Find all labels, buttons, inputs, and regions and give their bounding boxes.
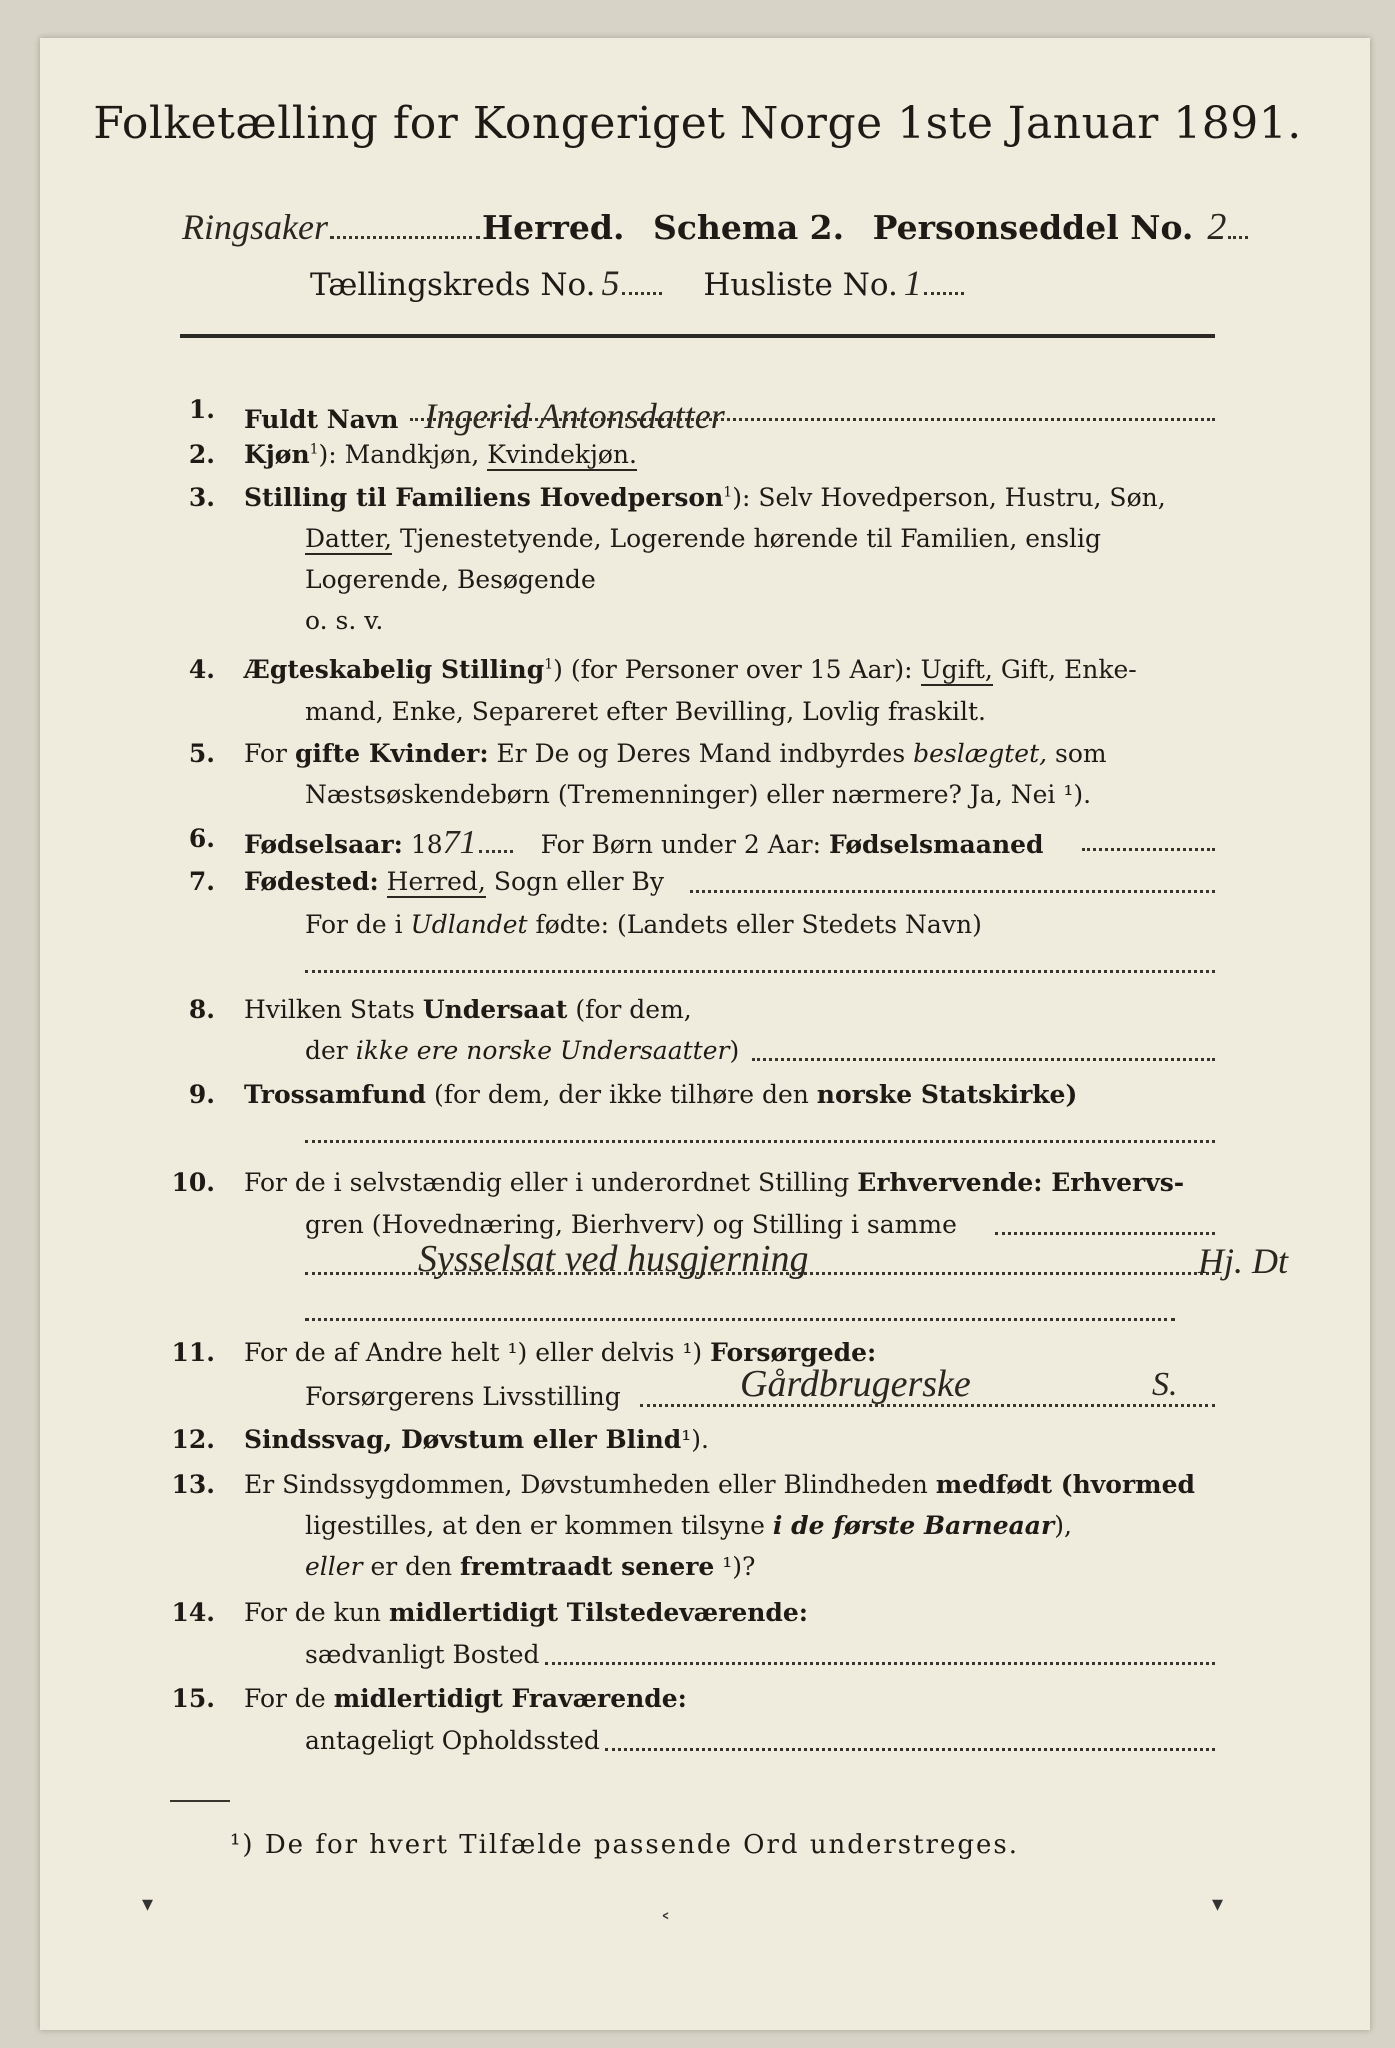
q7-line1: Fødested: Herred, Sogn eller By: [244, 867, 665, 896]
q14-line1: For de kun midlertidigt Tilstedeværende:: [244, 1598, 809, 1627]
footnote: ¹) De for hvert Tilfælde passende Ord understreges.: [230, 1830, 1020, 1860]
q4-line2: mand, Enke, Separeret efter Bevilling, Lovlig fraskilt.: [305, 697, 986, 726]
q7-underlined-option: Herred,: [386, 867, 486, 896]
q12-label: Sindssvag, Døvstum eller Blind: [244, 1425, 682, 1454]
form-title: Folketælling for Kongeriget Norge 1ste Januar 1891.: [93, 98, 1302, 149]
q11-label: Forsørgede:: [710, 1338, 877, 1367]
q10-label: Erhvervende:: [857, 1168, 1043, 1197]
footnote-rule: [170, 1800, 230, 1802]
q6-line: Fødselsaar: 1871 For Børn under 2 Aar: Fødselsmaaned: [244, 824, 1044, 861]
q3-line1: Stilling til Familiens Hovedperson$^1$): Selv Hovedperson, Hustru, Søn,: [244, 483, 1166, 512]
q13-line2: ligestilles, at den er kommen tilsyne i de første Barneaar),: [305, 1511, 1072, 1540]
q14-label: midlertidigt Tilstedeværende:: [388, 1598, 809, 1627]
q14-line2: sædvanligt Bosted: [305, 1640, 540, 1669]
q3-label: Stilling til Familiens Hovedperson: [244, 483, 724, 512]
q14-number: 14.: [171, 1598, 215, 1627]
husliste-value: 1: [903, 263, 922, 303]
husliste-label: Husliste No.: [703, 267, 898, 303]
header-divider: [180, 334, 1215, 338]
q10-dotted-line-3: [305, 1318, 1175, 1321]
q3-underlined-option: Datter,: [305, 524, 392, 553]
q1-number: 1.: [188, 395, 215, 424]
q8-dotted-line: [752, 1058, 1215, 1061]
personseddel-value: 2: [1207, 206, 1227, 248]
kreds-line: [310, 262, 966, 304]
personseddel-label: Personseddel No.: [872, 208, 1194, 247]
kreds-value: 5: [601, 263, 620, 303]
q10-line2: gren (Hovednæring, Bierhverv) og Stilling i samme: [305, 1210, 957, 1239]
q8-number: 8.: [188, 995, 215, 1024]
q7-label: Fødested:: [244, 867, 379, 896]
q2-line: Kjøn$^1$): Mandkjøn, Kvindekjøn.: [244, 440, 637, 469]
q4-label: Ægteskabelig Stilling: [244, 655, 545, 684]
q11-note: S.: [1152, 1366, 1178, 1403]
corner-mark-right: ▾: [1212, 1892, 1224, 1917]
q10-value: Sysselsat ved husgjerning: [418, 1238, 809, 1280]
q6-label: Fødselsaar:: [244, 830, 403, 859]
q7-dotted-line-2: [305, 970, 1215, 973]
q13-line1: Er Sindssygdommen, Døvstumheden eller Blindheden medfødt (hvormed: [244, 1470, 1195, 1499]
q15-line2: antageligt Opholdssted: [305, 1726, 600, 1755]
q6-number: 6.: [188, 824, 215, 853]
q14-dotted-line: [545, 1662, 1215, 1665]
q2-underlined-option: Kvindekjøn.: [487, 440, 637, 469]
q1-line: [244, 395, 725, 437]
q5-label: gifte Kvinder:: [294, 739, 489, 768]
q12-line: Sindssvag, Døvstum eller Blind¹).: [244, 1425, 710, 1454]
q15-line1: For de midlertidigt Fraværende:: [244, 1684, 687, 1713]
q4-number: 4.: [188, 655, 215, 684]
q10-dotted-line: [995, 1232, 1215, 1235]
q11-line1: For de af Andre helt ¹) eller delvis ¹) Forsørgede:: [244, 1338, 877, 1367]
q11-value: Gårdbrugerske: [740, 1363, 971, 1405]
q7-number: 7.: [188, 867, 215, 896]
herred-label: Herred.: [481, 208, 625, 247]
q9-label: Trossamfund: [244, 1080, 427, 1109]
q12-number: 12.: [171, 1425, 215, 1454]
q7-line2: For de i Udlandet fødte: (Landets eller Stedets Navn): [305, 910, 982, 939]
corner-mark-left: ▾: [142, 1892, 154, 1917]
kreds-label: Tællingskreds No.: [310, 267, 596, 303]
q8-line2: der ikke ere norske Undersaatter): [305, 1036, 740, 1065]
q15-label: midlertidigt Fraværende:: [333, 1684, 687, 1713]
q7-dotted-line: [690, 890, 1215, 893]
q11-number: 11.: [171, 1338, 215, 1367]
q5-line1: For gifte Kvinder: Er De og Deres Mand indbyrdes beslægtet, som: [244, 739, 1107, 768]
q13-number: 13.: [171, 1470, 215, 1499]
herred-line: [182, 205, 1250, 249]
q1-label: Fuldt Navn: [244, 405, 399, 434]
q11-line2: Forsørgerens Livsstilling: [305, 1382, 621, 1411]
q6-dotted-line: [1082, 848, 1215, 851]
q9-number: 9.: [188, 1080, 215, 1109]
q10-line1: For de i selvstændig eller i underordnet Stilling Erhvervende: Erhvervs-: [244, 1168, 1185, 1197]
corner-mark-center: ˂: [660, 1912, 671, 1937]
q10-note: Hj. Dt: [1198, 1241, 1288, 1281]
q13-line3: eller er den fremtraadt senere ¹)?: [305, 1552, 756, 1581]
q4-underlined-option: Ugift,: [920, 655, 993, 684]
q1-dotted-line: [410, 418, 1215, 421]
q10-number: 10.: [171, 1168, 215, 1197]
q8-line1: Hvilken Stats Undersaat (for dem,: [244, 995, 692, 1024]
q15-number: 15.: [171, 1684, 215, 1713]
q1-value: Ingerid Antonsdatter: [424, 396, 725, 436]
schema-label: Schema 2.: [652, 208, 845, 247]
q5-line2: Næstsøskendebørn (Tremenninger) eller nærmere? Ja, Nei ¹).: [305, 780, 1092, 809]
q15-dotted-line: [605, 1748, 1215, 1751]
q5-number: 5.: [188, 739, 215, 768]
q3-line4: o. s. v.: [305, 606, 384, 635]
q6-value: 71: [442, 824, 477, 861]
q9-dotted-line: [305, 1140, 1215, 1143]
q3-number: 3.: [188, 483, 215, 512]
q2-number: 2.: [188, 440, 215, 469]
q2-label: Kjøn: [244, 440, 310, 469]
herred-value: Ringsaker: [182, 207, 328, 247]
q9-line: Trossamfund (for dem, der ikke tilhøre den norske Statskirke): [244, 1080, 1078, 1109]
q8-label: Undersaat: [422, 995, 568, 1024]
q3-line3: Logerende, Besøgende: [305, 565, 596, 594]
q4-line1: Ægteskabelig Stilling$^1$) (for Personer over 15 Aar): Ugift, Gift, Enke-: [244, 655, 1137, 684]
q3-line2: Datter, Tjenestetyende, Logerende hørende til Familien, enslig: [305, 524, 1102, 553]
q6-label2: Fødselsmaaned: [829, 830, 1044, 859]
